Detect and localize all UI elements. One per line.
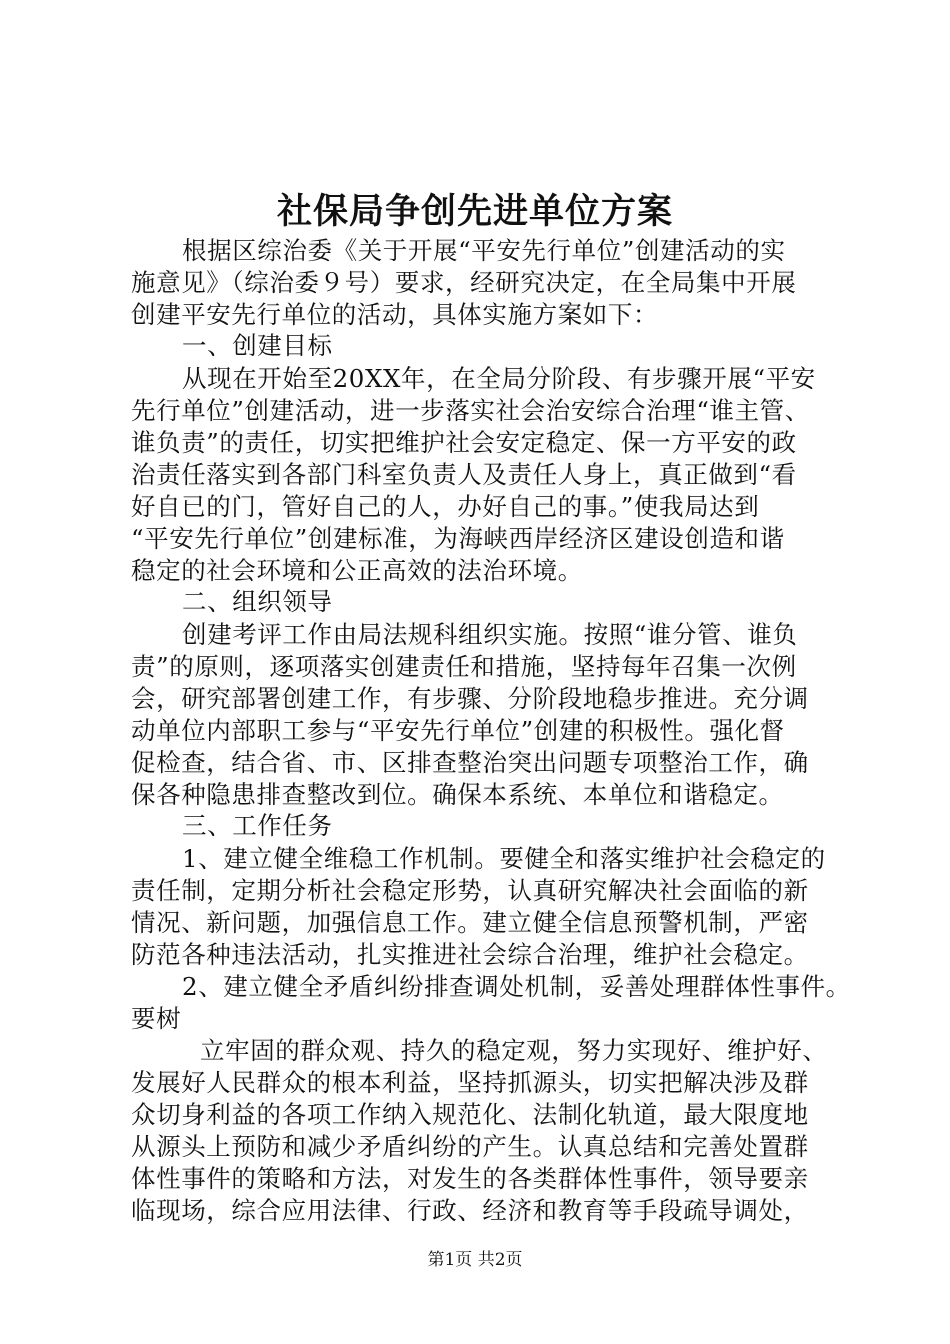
body-line: 情况、新问题，加强信息工作。建立健全信息预警机制，严密	[131, 908, 809, 937]
body-line: 1、建立健全维稳工作机制。要健全和落实维护社会稳定的	[182, 844, 826, 873]
page-footer: 第1页 共2页	[427, 1250, 523, 1270]
body-line: 促检查，结合省、市、区排查整治突出问题专项整治工作，确	[131, 748, 809, 777]
body-line: 保各种隐患排查整改到位。确保本系统、本单位和谐稳定。	[131, 780, 784, 809]
document-title: 社保局争创先进单位方案	[276, 191, 673, 232]
body-line: 根据区综治委《关于开展“平安先行单位”创建活动的实	[182, 236, 786, 265]
body-line: 众切身利益的各项工作纳入规范化、法制化轨道，最大限度地	[131, 1100, 809, 1129]
body-line: 稳定的社会环境和公正高效的法治环境。	[131, 556, 583, 585]
body-line: 创建考评工作由局法规科组织实施。按照“谁分管、谁负	[182, 620, 798, 649]
body-line: 谁负责”的责任，切实把维护社会安定稳定、保一方平安的政	[131, 428, 797, 457]
body-line: 好自已的门，管好自己的人，办好自己的事。”使我局达到	[131, 492, 760, 521]
section-heading: 二、组织领导	[182, 587, 333, 616]
body-line: 立牢固的群众观、持久的稳定观，努力实现好、维护好、	[200, 1036, 828, 1065]
body-line: 防范各种违法活动，扎实推进社会综合治理，维护社会稳定。	[131, 940, 809, 969]
body-line: 要树	[131, 1004, 182, 1033]
body-line: 创建平安先行单位的活动，具体实施方案如下：	[131, 300, 659, 329]
body-line: 责任制，定期分析社会稳定形势，认真研究解决社会面临的新	[131, 876, 809, 905]
body-line: 发展好人民群众的根本利益，坚持抓源头，切实把解决涉及群	[131, 1068, 809, 1097]
body-line: 从源头上预防和减少矛盾纠纷的产生。认真总结和完善处置群	[131, 1132, 809, 1161]
section-heading: 三、工作任务	[182, 811, 333, 840]
section-heading: 一、创建目标	[182, 331, 333, 360]
body-line: 动单位内部职工参与“平安先行单位”创建的积极性。强化督	[131, 716, 785, 745]
body-line: 会，研究部署创建工作，有步骤、分阶段地稳步推进。充分调	[131, 684, 809, 713]
body-line: 临现场，综合应用法律、行政、经济和教育等手段疏导调处，	[131, 1196, 809, 1225]
body-line: 从现在开始至20XX年，在全局分阶段、有步骤开展“平安	[182, 364, 816, 393]
body-line: “平安先行单位”创建标准，为海峡西岸经济区建设创造和谐	[131, 524, 785, 553]
body-line: 治责任落实到各部门科室负责人及责任人身上，真正做到“看	[131, 460, 797, 489]
body-line: 体性事件的策略和方法，对发生的各类群体性事件，领导要亲	[131, 1164, 809, 1193]
body-line: 责”的原则，逐项落实创建责任和措施，坚持每年召集一次例	[131, 652, 797, 681]
body-line: 先行单位”创建活动，进一步落实社会治安综合治理“谁主管、	[131, 396, 810, 425]
body-line: 2、建立健全矛盾纠纷排查调处机制，妥善处理群体性事件。	[182, 972, 851, 1001]
body-line: 施意见》（综治委９号）要求，经研究决定，在全局集中开展	[131, 268, 797, 297]
